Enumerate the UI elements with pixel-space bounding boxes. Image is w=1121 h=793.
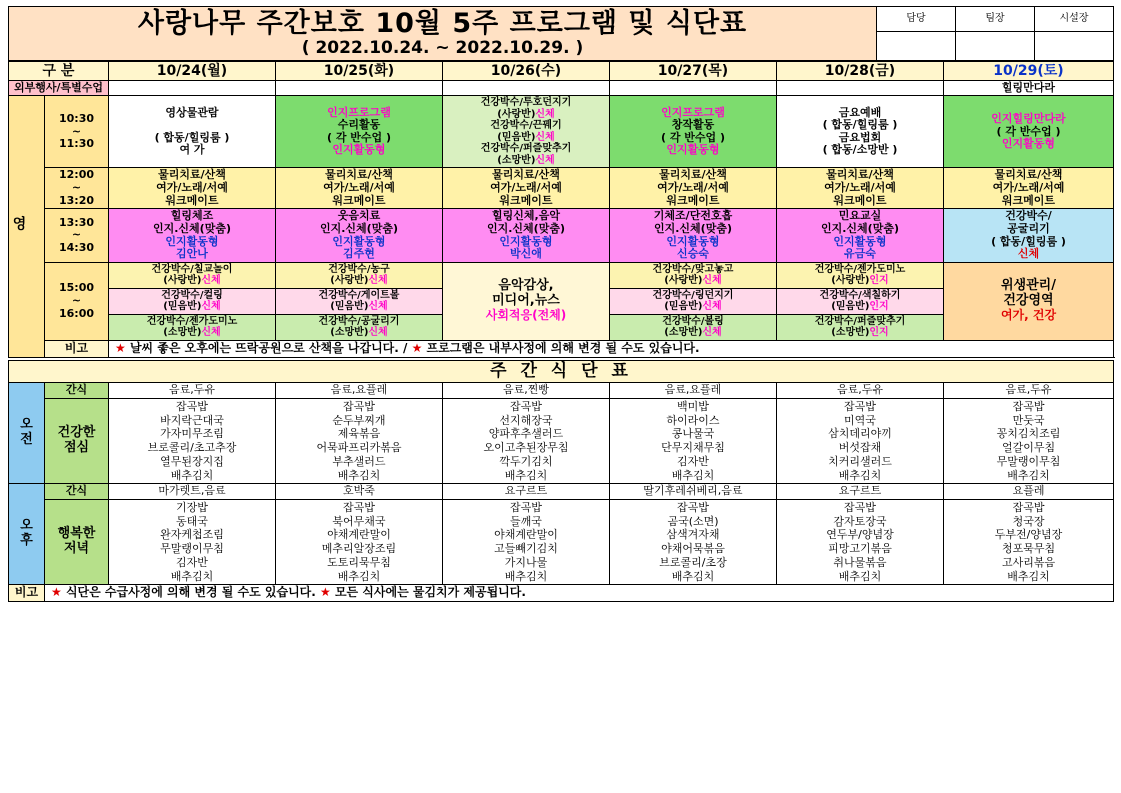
- slot-2-cell-3: 기체조/단전호흡 인지.신체(맞춤) 인지활동형 신승숙: [610, 209, 777, 263]
- slot-1-cell-4: 물리치료/산책 여가/노래/서예 워크메이트: [777, 168, 944, 209]
- note1-text: ★ 날씨 좋은 오후에는 뜨락공원으로 산책을 나갑니다. / ★ 프로그램은 내부사정에 의해 변경 될 수도 있습니다.: [109, 340, 1114, 357]
- meal-row-pm-snack: [9, 484, 1114, 500]
- dinner-3: 잡곡밥 곰국(소면) 삼색겨자채 야채어묵볶음 브로콜리/초장 배추김치: [610, 499, 777, 585]
- approval-팀장: 팀장: [956, 7, 1035, 32]
- slot-3-cell-5-merged: 위생관리/ 건강영역 여가, 건강: [944, 262, 1114, 340]
- approval-담당: 담당: [877, 7, 956, 32]
- approval-sign-2[interactable]: [956, 31, 1035, 60]
- slot-3-cell-3-r0: 건강박수/맞고놓고 (사랑반)신체: [610, 262, 777, 288]
- special-cell-1: [276, 80, 443, 96]
- slot-row-3a: [9, 262, 1114, 288]
- meal-banner: 주 간 식 단 표: [9, 360, 1114, 383]
- slot-3-cell-4-r1: 건강박수/색칠하기 (믿음반)인지: [777, 288, 944, 314]
- lunch-3: 백미밥 하이라이스 콩나물국 단무지채무침 김자반 배추김치: [610, 398, 777, 484]
- program-table: [8, 61, 1114, 358]
- slot-2-cell-1: 웃음치료 인지.신체(맞춤) 인지활동형 김주현: [276, 209, 443, 263]
- pm-snack-1: 호박죽: [276, 484, 443, 500]
- slot-2-cell-0: 힐링체조 인지.신체(맞춤) 인지활동형 김안나: [109, 209, 276, 263]
- dinner-1: 잡곡밥 북어무채국 야채계란말이 메추리알장조림 도토리묵무침 배추김치: [276, 499, 443, 585]
- meal-row-dinner: [9, 499, 1114, 585]
- dinner-4: 잡곡밥 감자토장국 연두부/양념장 피망고기볶음 취나물볶음 배추김치: [777, 499, 944, 585]
- meal-label-pm-snack: 간식: [45, 484, 109, 500]
- slot-3-cell-4-r0: 건강박수/젠가도미노 (사랑반)인지: [777, 262, 944, 288]
- col-day-5: 10/29(토): [944, 61, 1114, 80]
- lunch-4: 잡곡밥 미역국 삼치데리야끼 버섯잡채 치커리샐러드 배추김치: [777, 398, 944, 484]
- pm-snack-2: 요구르트: [443, 484, 610, 500]
- slot-row-1: [9, 168, 1114, 209]
- slot-3-cell-3-r2: 건강박수/볼링 (소망반)신체: [610, 314, 777, 340]
- slot-time-1: 12:00 ~ 13:20: [45, 168, 109, 209]
- col-label: 구 분: [9, 61, 109, 80]
- slot-time-0: 10:30 ~ 11:30: [45, 96, 109, 168]
- slot-3-cell-3-r1: 건강박수/링던지기 (믿음반)신체: [610, 288, 777, 314]
- col-day-0: 10/24(월): [109, 61, 276, 80]
- col-day-3: 10/27(목): [610, 61, 777, 80]
- special-event-row: [9, 80, 1114, 96]
- special-cell-5: 힐링만다라: [944, 80, 1114, 96]
- dinner-2: 잡곡밥 들깨국 야채계란말이 고들빼기김치 가지나물 배추김치: [443, 499, 610, 585]
- title-table: [8, 6, 1114, 61]
- col-day-1: 10/25(화): [276, 61, 443, 80]
- col-day-4: 10/28(금): [777, 61, 944, 80]
- approval-sign-1[interactable]: [877, 31, 956, 60]
- period-label-am: 오 전: [9, 383, 45, 484]
- slot-3-cell-1-r2: 건강박수/공굴리기 (소망반)신체: [276, 314, 443, 340]
- am-snack-5: 음료,두유: [944, 383, 1114, 399]
- lunch-5: 잡곡밥 만둣국 꽁치김치조림 얼갈이무침 무말랭이무침 배추김치: [944, 398, 1114, 484]
- slot-1-cell-0: 물리치료/산책 여가/노래/서예 워크메이트: [109, 168, 276, 209]
- dinner-0: 기장밥 동태국 완자케첩조림 무말랭이무침 김자반 배추김치: [109, 499, 276, 585]
- slot-0-cell-5: 인지힐링만다라 ( 각 반수업 ) 인지활동형: [944, 96, 1114, 168]
- pm-snack-0: 마가렛트,음료: [109, 484, 276, 500]
- lunch-0: 잡곡밥 바지락근대국 가자미무조림 브로콜리/초고추장 열무된장지집 배추김치: [109, 398, 276, 484]
- meal-label-lunch: 건강한 점심: [45, 398, 109, 484]
- col-day-2: 10/26(수): [443, 61, 610, 80]
- am-snack-0: 음료,두유: [109, 383, 276, 399]
- special-cell-3: [610, 80, 777, 96]
- slot-3-cell-1-r1: 건강박수/게이트볼 (믿음반)신체: [276, 288, 443, 314]
- special-cell-4: [777, 80, 944, 96]
- slot-row-2: [9, 209, 1114, 263]
- slot-time-3: 15:00 ~ 16:00: [45, 262, 109, 340]
- pm-snack-5: 요플레: [944, 484, 1114, 500]
- slot-1-cell-2: 물리치료/산책 여가/노래/서예 워크메이트: [443, 168, 610, 209]
- page-title: 사랑나무 주간보호 10월 5주 프로그램 및 식단표: [137, 8, 748, 39]
- slot-0-cell-1: 인지프로그램 수리활동 ( 각 반수업 ) 인지활동형: [276, 96, 443, 168]
- note1-label: 비고: [45, 340, 109, 357]
- slot-1-cell-5: 물리치료/산책 여가/노래/서예 워크메이트: [944, 168, 1114, 209]
- meal-label-am-snack: 간식: [45, 383, 109, 399]
- slot-3-cell-1-r0: 건강박수/농구 (사랑반)신체: [276, 262, 443, 288]
- slot-3-cell-0-r0: 건강박수/칠교놀이 (사랑반)신체: [109, 262, 276, 288]
- approval-sign-3[interactable]: [1035, 31, 1114, 60]
- slot-row-0: [9, 96, 1114, 168]
- slot-time-2: 13:30 ~ 14:30: [45, 209, 109, 263]
- page-subtitle: ( 2022.10.24. ~ 2022.10.29. ): [301, 38, 584, 59]
- slot-0-cell-0: 영상물관람 ( 합동/힐링룸 ) 여 가: [109, 96, 276, 168]
- area-label: 영: [9, 96, 45, 357]
- slot-0-cell-3: 인지프로그램 창작활동 ( 각 반수업 ) 인지활동형: [610, 96, 777, 168]
- slot-2-cell-2: 힐링신체,음악 인지.신체(맞춤) 인지활동형 박신애: [443, 209, 610, 263]
- slot-1-cell-1: 물리치료/산책 여가/노래/서예 워크메이트: [276, 168, 443, 209]
- pm-snack-4: 요구르트: [777, 484, 944, 500]
- am-snack-2: 음료,찐빵: [443, 383, 610, 399]
- period-label-pm: 오 후: [9, 484, 45, 585]
- note1-row: [9, 340, 1114, 357]
- am-snack-4: 음료,두유: [777, 383, 944, 399]
- slot-3-cell-2-merged: 음악감상, 미디어,뉴스 사회적응(전체): [443, 262, 610, 340]
- slot-3-cell-0-r2: 건강박수/젠가도미노 (소망반)신체: [109, 314, 276, 340]
- slot-2-cell-5: 건강박수/ 공굴리기 ( 합동/힐링룸 ) 신체: [944, 209, 1114, 263]
- meal-row-lunch: [9, 398, 1114, 484]
- lunch-2: 잡곡밥 선지해장국 양파후추샐러드 오이고추된장무침 깍두기김치 배추김치: [443, 398, 610, 484]
- slot-0-cell-2: 건강박수/투호던지기 (사랑반)신체 건강박수/끈꿰기 (믿음반)신체 건강박수/퍼즐맞추기 (소망반)신체: [443, 96, 610, 168]
- meal-table: [8, 360, 1114, 603]
- note2-text: ★ 식단은 수급사정에 의해 변경 될 수도 있습니다. ★ 모든 식사에는 물김치가 제공됩니다.: [45, 585, 1114, 602]
- lunch-1: 잡곡밥 순두부찌개 제육볶음 어묵파프리카볶음 부추샐러드 배추김치: [276, 398, 443, 484]
- meal-row-am-snack: [9, 383, 1114, 399]
- pm-snack-3: 딸기후레쉬베리,음료: [610, 484, 777, 500]
- am-snack-1: 음료,요플레: [276, 383, 443, 399]
- am-snack-3: 음료,요플레: [610, 383, 777, 399]
- special-cell-2: [443, 80, 610, 96]
- program-header-row: [9, 61, 1114, 80]
- header-title-cell: [9, 7, 877, 61]
- meal-banner-row: [9, 360, 1114, 383]
- slot-3-cell-4-r2: 건강박수/퍼즐맞추기 (소망반)인지: [777, 314, 944, 340]
- special-label: 외부행사/특별수업: [9, 80, 109, 96]
- slot-3-cell-0-r1: 건강박수/컬링 (믿음반)신체: [109, 288, 276, 314]
- slot-1-cell-3: 물리치료/산책 여가/노래/서예 워크메이트: [610, 168, 777, 209]
- dinner-5: 잡곡밥 청국장 두부전/양념장 청포묵무침 고사리볶음 배추김치: [944, 499, 1114, 585]
- special-cell-0: [109, 80, 276, 96]
- slot-2-cell-4: 민요교실 인지.신체(맞춤) 인지활동형 유금숙: [777, 209, 944, 263]
- approval-시설장: 시설장: [1035, 7, 1114, 32]
- slot-0-cell-4: 금요예배 ( 합동/힐링룸 ) 금요법회 ( 합동/소망반 ): [777, 96, 944, 168]
- note2-row: [9, 585, 1114, 602]
- meal-label-dinner: 행복한 저녁: [45, 499, 109, 585]
- note2-label: 비고: [9, 585, 45, 602]
